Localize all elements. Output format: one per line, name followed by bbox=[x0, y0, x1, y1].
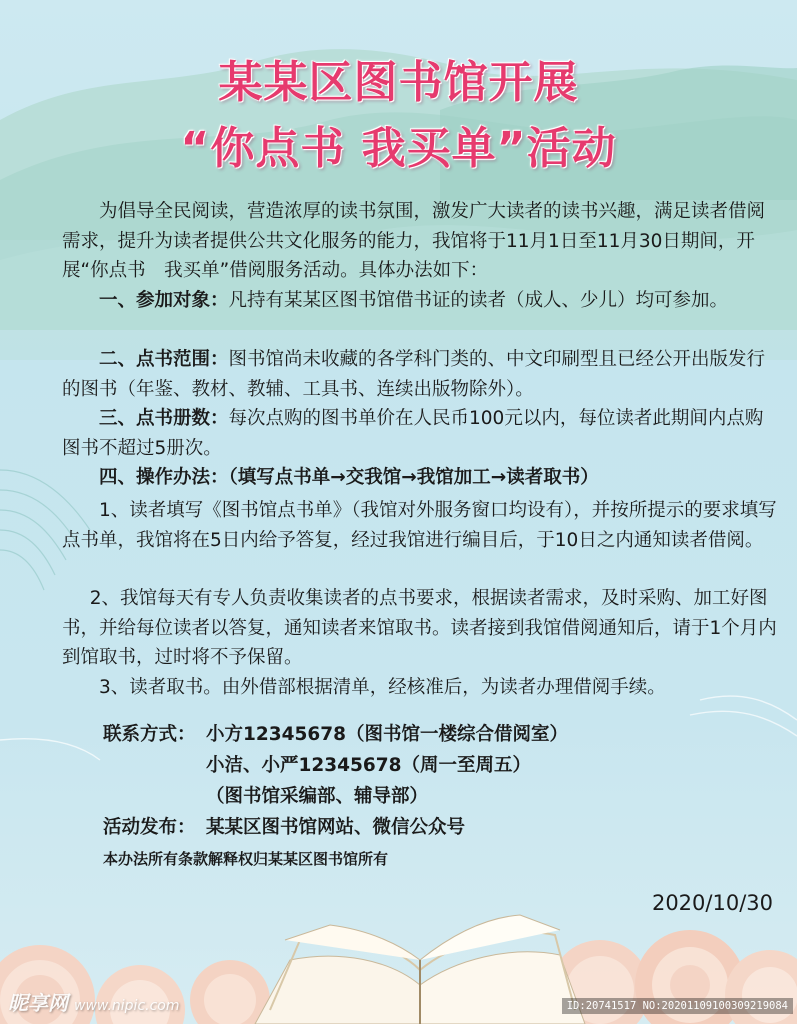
contact-line-1: 小方12345678（图书馆一楼综合借阅室） bbox=[206, 724, 568, 745]
rights-note: 本办法所有条款解释权归某某区图书馆所有 bbox=[103, 850, 389, 868]
watermark-url: www.nipic.com bbox=[74, 998, 180, 1014]
watermark-logo bbox=[8, 987, 180, 1016]
issue-date: 2020/10/30 bbox=[651, 891, 773, 915]
intro-paragraph: 为倡导全民阅读，营造浓厚的读书氛围，激发广大读者的读书兴趣，满足读者借阅需求，提升为读者提供公共文化服务的能力，我馆将于11月1日至11月30日期间，开展“你点书 我买单”借阅服务活动。具体办法如下： bbox=[62, 201, 766, 281]
section-1-text: 凡持有某某区图书馆借书证的读者（成人、少儿）均可参加。 bbox=[228, 290, 729, 311]
contact-line-3: （图书馆采编部、辅导部） bbox=[206, 786, 429, 807]
contact-line-2: 小洁、小严12345678（周一至周五） bbox=[206, 755, 531, 776]
poster-title-line2: “你点书 我买单”活动 bbox=[180, 123, 617, 174]
watermark-brand: 昵享网 bbox=[8, 991, 68, 1015]
section-2-heading: 二、点书范围： bbox=[99, 349, 229, 370]
section-3-heading: 三、点书册数： bbox=[99, 408, 229, 429]
contact-block bbox=[103, 719, 568, 843]
section-1 bbox=[62, 286, 777, 316]
section-2 bbox=[62, 345, 777, 404]
section-3 bbox=[62, 404, 777, 463]
publish-label: 活动发布： bbox=[103, 817, 196, 838]
publish-value: 某某区图书馆网站、微信公众号 bbox=[206, 817, 466, 838]
step-3: 3、读者取书。由外借部根据清单，经核准后，为读者办理借阅手续。 bbox=[99, 677, 666, 698]
watermark-id: ID:20741517 NO:20201109100309219084 bbox=[562, 998, 793, 1014]
step-2: 2、我馆每天有专人负责收集读者的点书要求，根据读者需求，及时采购、加工好图书，并给每位读者以答复，通知读者来馆取书。读者接到我馆借阅通知后，请于1个月内到馆取书，过时将不予保留。 bbox=[62, 588, 777, 668]
section-1-heading: 一、参加对象： bbox=[99, 290, 229, 311]
section-3-text: 每次点购的图书单价在人民币100元以内，每位读者此期间内点购图书不超过5册次。 bbox=[62, 408, 764, 459]
step-1: 1、读者填写《图书馆点书单》（我馆对外服务窗口均设有），并按所提示的要求填写点书单，我馆将在5日内给予答复，经过我馆进行编目后，于10日之内通知读者借阅。 bbox=[62, 500, 777, 551]
poster-title-line1: 某某区图书馆开展 bbox=[218, 57, 579, 108]
section-4-heading: 四、操作办法：（填写点书单→交我馆→我馆加工→读者取书） bbox=[99, 467, 599, 488]
contact-label: 联系方式： bbox=[103, 724, 196, 745]
section-2-text: 图书馆尚未收藏的各学科门类的、中文印刷型且已经公开出版发行的图书（年鉴、教材、教辅、工具书、连续出版物除外）。 bbox=[62, 349, 766, 400]
